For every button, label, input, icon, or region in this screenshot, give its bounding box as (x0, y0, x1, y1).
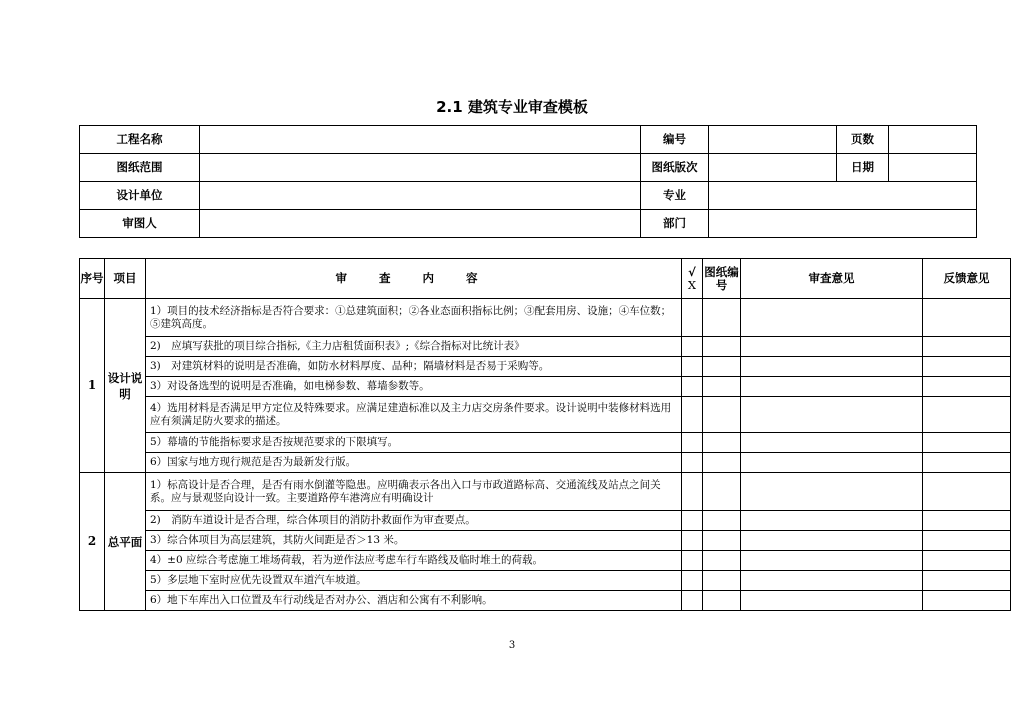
drawing-no-cell[interactable] (703, 377, 741, 397)
department-field[interactable] (709, 210, 977, 238)
check-cell[interactable] (682, 337, 703, 357)
check-mark: √ (688, 264, 696, 279)
design-unit-field[interactable] (200, 182, 641, 210)
header-drawing-no: 图纸编号 (703, 259, 741, 299)
page-number: 3 (508, 640, 516, 651)
check-cell[interactable] (682, 377, 703, 397)
feedback-cell[interactable] (923, 531, 1011, 551)
header-item: 项目 (105, 259, 146, 299)
feedback-cell[interactable] (923, 397, 1011, 433)
review-item-text: 3）综合体项目为高层建筑，其防火间距是否＞13 米。 (146, 531, 682, 551)
opinion-cell[interactable] (741, 591, 923, 611)
specialty-field[interactable] (709, 182, 977, 210)
label-reviewer: 审图人 (80, 210, 200, 238)
number-field[interactable] (709, 126, 837, 154)
review-item-text: 3）对设备选型的说明是否准确，如电梯参数、幕墙参数等。 (146, 377, 682, 397)
table-row (80, 377, 1011, 397)
check-cell[interactable] (682, 453, 703, 473)
table-row (80, 531, 1011, 551)
info-row (80, 126, 977, 154)
check-cell[interactable] (682, 473, 703, 511)
header-seq: 序号 (80, 259, 105, 299)
label-pages: 页数 (837, 126, 889, 154)
section-number: 1 (80, 299, 105, 473)
feedback-cell[interactable] (923, 511, 1011, 531)
review-item-text: 4）±0 应综合考虑施工堆场荷载，若为逆作法应考虑车行车路线及临时堆土的荷载。 (146, 551, 682, 571)
label-number: 编号 (641, 126, 709, 154)
feedback-cell[interactable] (923, 337, 1011, 357)
project-name-field[interactable] (200, 126, 641, 154)
feedback-cell[interactable] (923, 453, 1011, 473)
cross-mark: X (687, 277, 697, 292)
table-row (80, 397, 1011, 433)
opinion-cell[interactable] (741, 357, 923, 377)
opinion-cell[interactable] (741, 531, 923, 551)
info-row (80, 154, 977, 182)
feedback-cell[interactable] (923, 299, 1011, 337)
label-project-name: 工程名称 (80, 126, 200, 154)
info-row (80, 210, 977, 238)
review-item-text: 2) 消防车道设计是否合理，综合体项目的消防扑救面作为审查要点。 (146, 511, 682, 531)
drawing-no-cell[interactable] (703, 591, 741, 611)
version-field[interactable] (709, 154, 837, 182)
table-row (80, 453, 1011, 473)
header-content: 审 查 内 容 (146, 259, 682, 299)
opinion-cell[interactable] (741, 551, 923, 571)
header-opinion: 审查意见 (741, 259, 923, 299)
drawing-no-cell[interactable] (703, 337, 741, 357)
check-cell[interactable] (682, 511, 703, 531)
drawing-no-cell[interactable] (703, 511, 741, 531)
header-check (682, 259, 703, 299)
label-specialty: 专业 (641, 182, 709, 210)
check-cell[interactable] (682, 299, 703, 337)
review-item-text: 2) 应填写获批的项目综合指标,《主力店租赁面积表》;《综合指标对比统计表》 (146, 337, 682, 357)
table-row (80, 337, 1011, 357)
table-row (80, 357, 1011, 377)
review-item-text: 1）项目的技术经济指标是否符合要求：①总建筑面积；②各业态面积指标比例；③配套用房、设施；④车位数；⑤建筑高度。 (146, 299, 682, 337)
feedback-cell[interactable] (923, 591, 1011, 611)
check-cell[interactable] (682, 397, 703, 433)
check-cell[interactable] (682, 357, 703, 377)
check-cell[interactable] (682, 551, 703, 571)
drawing-no-cell[interactable] (703, 299, 741, 337)
feedback-cell[interactable] (923, 357, 1011, 377)
drawing-no-cell[interactable] (703, 433, 741, 453)
opinion-cell[interactable] (741, 337, 923, 357)
check-cell[interactable] (682, 591, 703, 611)
table-row (80, 511, 1011, 531)
date-field[interactable] (889, 154, 977, 182)
drawing-no-cell[interactable] (703, 453, 741, 473)
check-cell[interactable] (682, 531, 703, 551)
info-row (80, 182, 977, 210)
label-department: 部门 (641, 210, 709, 238)
drawing-no-cell[interactable] (703, 551, 741, 571)
opinion-cell[interactable] (741, 571, 923, 591)
review-item-text: 6）地下车库出入口位置及车行动线是否对办公、酒店和公寓有不利影响。 (146, 591, 682, 611)
scope-field[interactable] (200, 154, 641, 182)
feedback-cell[interactable] (923, 473, 1011, 511)
table-row (80, 473, 1011, 511)
opinion-cell[interactable] (741, 299, 923, 337)
feedback-cell[interactable] (923, 377, 1011, 397)
table-row (80, 571, 1011, 591)
review-item-text: 5）多层地下室时应优先设置双车道汽车坡道。 (146, 571, 682, 591)
table-row (80, 551, 1011, 571)
header-row (80, 259, 1011, 299)
opinion-cell[interactable] (741, 453, 923, 473)
review-item-text: 1）标高设计是否合理，是否有雨水倒灌等隐患。应明确表示各出入口与市政道路标高、交通流线及站点之间关系。应与景观竖向设计一致。主要道路停车港湾应有明确设计 (146, 473, 682, 511)
review-body (80, 299, 1011, 611)
feedback-cell[interactable] (923, 571, 1011, 591)
opinion-cell[interactable] (741, 511, 923, 531)
table-row (80, 433, 1011, 453)
drawing-no-cell[interactable] (703, 531, 741, 551)
section-number: 2 (80, 473, 105, 611)
opinion-cell[interactable] (741, 397, 923, 433)
opinion-cell[interactable] (741, 473, 923, 511)
review-table (79, 258, 1011, 611)
drawing-no-cell[interactable] (703, 357, 741, 377)
drawing-no-cell[interactable] (703, 473, 741, 511)
feedback-cell[interactable] (923, 551, 1011, 571)
opinion-cell[interactable] (741, 377, 923, 397)
label-scope: 图纸范围 (80, 154, 200, 182)
table-row (80, 591, 1011, 611)
project-info-table (79, 125, 977, 238)
reviewer-field[interactable] (200, 210, 641, 238)
review-item-text: 3) 对建筑材料的说明是否准确，如防水材料厚度、品种；隔墙材料是否易于采购等。 (146, 357, 682, 377)
section-name: 设计说明 (105, 299, 146, 473)
feedback-cell[interactable] (923, 433, 1011, 453)
drawing-no-cell[interactable] (703, 397, 741, 433)
opinion-cell[interactable] (741, 433, 923, 453)
label-version: 图纸版次 (641, 154, 709, 182)
label-design-unit: 设计单位 (80, 182, 200, 210)
review-item-text: 4）选用材料是否满足甲方定位及特殊要求。应满足建造标准以及主力店交房条件要求。设计说明中装修材料选用应有须满足防火要求的描述。 (146, 397, 682, 433)
header-feedback: 反馈意见 (923, 259, 1011, 299)
drawing-no-cell[interactable] (703, 571, 741, 591)
pages-field[interactable] (889, 126, 977, 154)
table-row (80, 299, 1011, 337)
page-title: 2.1 建筑专业审查模板 (436, 98, 588, 116)
section-name: 总平面 (105, 473, 146, 611)
check-cell[interactable] (682, 571, 703, 591)
review-item-text: 6）国家与地方现行规范是否为最新发行版。 (146, 453, 682, 473)
check-cell[interactable] (682, 433, 703, 453)
review-item-text: 5）幕墙的节能指标要求是否按规范要求的下限填写。 (146, 433, 682, 453)
label-date: 日期 (837, 154, 889, 182)
